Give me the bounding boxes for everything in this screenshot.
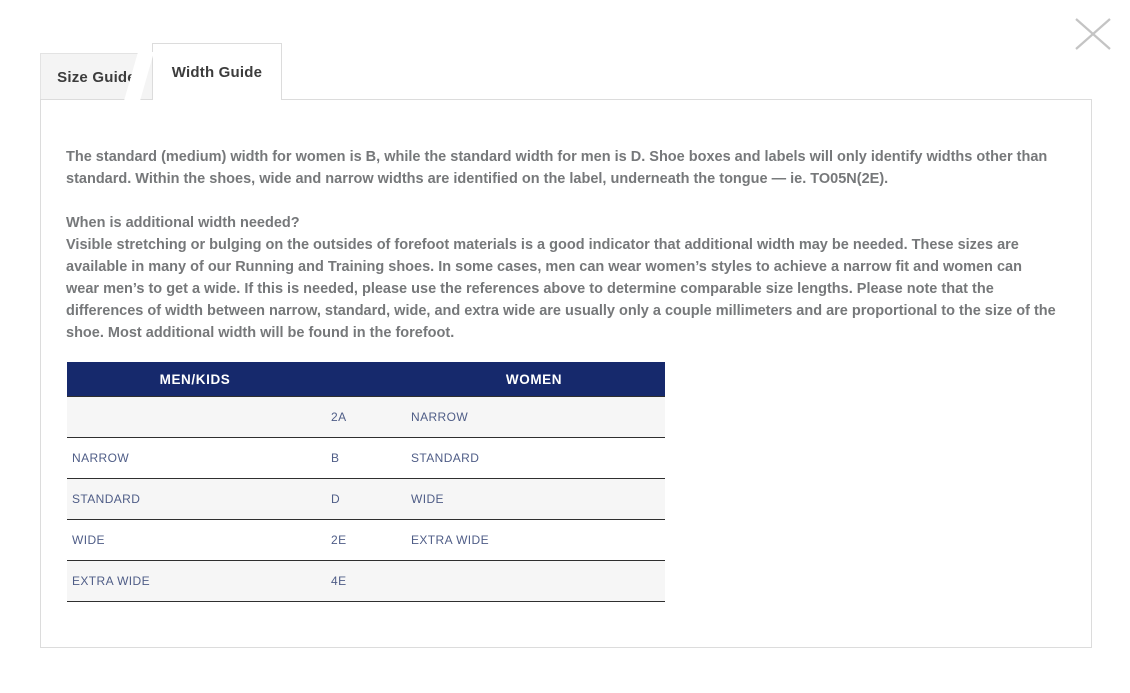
table-header-row xyxy=(67,362,665,396)
tab-width-guide-label: Width Guide xyxy=(171,63,263,81)
table-cell: STANDARD xyxy=(72,492,141,506)
table-cell: B xyxy=(331,451,340,465)
table-cell: WIDE xyxy=(72,533,105,547)
table-cell: 2E xyxy=(331,533,347,547)
table-row xyxy=(67,561,665,602)
table-row xyxy=(67,520,665,561)
table-cell: EXTRA WIDE xyxy=(72,574,151,588)
table-header-women: WOMEN xyxy=(505,371,563,387)
table-cell: 2A xyxy=(331,410,347,424)
width-comparison-table xyxy=(67,362,665,602)
table-row xyxy=(67,479,665,520)
table-cell: STANDARD xyxy=(411,451,480,465)
width-guide-copy xyxy=(66,146,1056,344)
tab-width-guide[interactable] xyxy=(152,43,282,100)
intro-paragraph: The standard (medium) width for women is B, while the standard width for men is D. Shoe boxes and labels will only identify widths other than standard. Within the shoes, wide and narrow widths are identified on the label, underneath the tongue — ie. TO05N(2E). xyxy=(66,149,1048,187)
additional-width-heading: When is additional width needed? xyxy=(66,215,300,231)
close-button[interactable] xyxy=(1073,16,1113,52)
table-body xyxy=(67,396,665,602)
table-cell: NARROW xyxy=(411,410,469,424)
close-icon xyxy=(1073,40,1113,55)
tab-size-guide-label: Size Guide xyxy=(57,68,136,86)
table-header-men-kids: MEN/KIDS xyxy=(159,371,231,387)
table-cell: EXTRA WIDE xyxy=(411,533,490,547)
table-row xyxy=(67,397,665,438)
table-cell: NARROW xyxy=(72,451,130,465)
additional-width-body: Visible stretching or bulging on the outsides of forefoot materials is a good indicator that additional width may be needed. These sizes are available in many of our Running and Training shoes. In some cases, men can wear women’s styles to achieve a narrow fit and women can wear men’s to get a wide. If this is needed, please use the references above to determine comparable size lengths. Please note that the differences of width between narrow, standard, wide, and extra wide are usually only a couple millimeters and are proportional to the size of the shoe. Most additional width will be found in the forefoot. xyxy=(66,237,1056,341)
width-guide-panel xyxy=(40,99,1092,648)
additional-width-section xyxy=(66,212,1056,344)
table-cell: D xyxy=(331,492,341,506)
table-cell: WIDE xyxy=(411,492,444,506)
table-row xyxy=(67,438,665,479)
table-cell: 4E xyxy=(331,574,347,588)
